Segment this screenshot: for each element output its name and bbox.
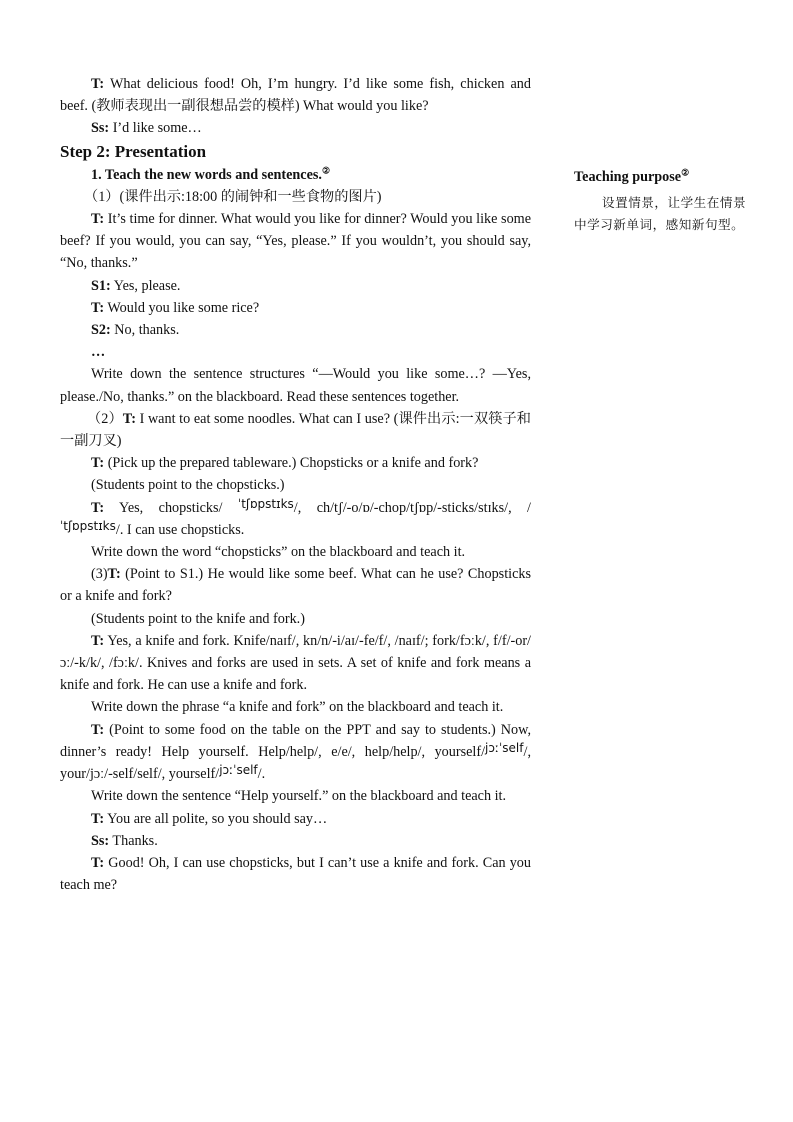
speaker-label: T: (91, 721, 105, 738)
speaker-label: Ss: (91, 120, 110, 137)
instruction-line: （1）(课件出示:18:00 的闹钟和一些食物的图片) (84, 188, 382, 205)
instruction-paragraph: Write down the sentence structures “—Would you like some…? —Yes, please./No, thanks.” on the blackboard. Read these sentences together. (60, 366, 531, 405)
step-heading: Step 2: Presentation (60, 141, 207, 161)
dialogue-line: T: Would you like some rice? (91, 299, 260, 316)
stage-direction: (Students point to the knife and fork.) (91, 610, 305, 627)
speaker-label: T: (91, 810, 105, 827)
speaker-label: T: (91, 632, 105, 649)
phonetic-symbol: jɔːˈself (219, 763, 258, 778)
dialogue-line: (3)T: (Point to S1.) He would like some beef. What can he use? Chopsticks or a knife and fork? (60, 566, 531, 605)
phonetic-symbol: jɔːˈself (485, 740, 524, 755)
dialogue-line: T: (Point to some food on the table on the PPT and say to students.) Now, dinner’s ready! Help yourself. Help/help/, e/e/, help/help/, yourself/$^{jɔːˈself}$/, your/jɔː/-self/self/, yourself/$^{jɔːˈself}$/. (60, 721, 531, 783)
speaker-label: T: (91, 76, 105, 92)
speaker-label: Ss: (91, 832, 110, 849)
speaker-label: T: (91, 211, 105, 228)
phonetic-symbol: ˈtʃɒpstɪks (60, 518, 116, 533)
speaker-label: T: (91, 299, 105, 316)
dialogue-line: Ss: Thanks. (91, 832, 158, 849)
speaker-label: S1: (91, 277, 111, 294)
dialogue-line: T: (Pick up the prepared tableware.) Chopsticks or a knife and fork? (91, 455, 479, 472)
instruction-paragraph: Write down the phrase “a knife and fork” on the blackboard and teach it. (91, 699, 504, 716)
speaker-label: T: (91, 854, 105, 871)
dialogue-line: S2: No, thanks. (91, 322, 180, 339)
lesson-plan-body (60, 73, 531, 896)
speaker-label: T: (107, 566, 121, 583)
speaker-label: S2: (91, 322, 111, 339)
note-title: Teaching purpose② (574, 167, 690, 185)
dialogue-line: T: Yes, a knife and fork. Knife/naɪf/, kn/n/-i/aɪ/-fe/f/, /naɪf/; fork/fɔːk/, f/f/-or/ɔː/-k/k/, /fɔːk/. Knives and forks are used in sets. A set of knife and fork means a knife and fork. He can use a knife and fork. (60, 632, 531, 694)
stage-direction: (Students point to the chopsticks.) (91, 477, 285, 494)
footnote-mark: ② (681, 167, 690, 178)
dialogue-line: T: You are all polite, so you should say… (91, 810, 328, 827)
instruction-paragraph: Write down the sentence “Help yourself.” on the blackboard and teach it. (91, 788, 507, 805)
sub-heading: 1. Teach the new words and sentences.② (91, 164, 331, 183)
ellipsis-line: … (91, 344, 106, 361)
speaker-label: T: (91, 499, 105, 516)
dialogue-line: S1: Yes, please. (91, 277, 181, 294)
note-text: 设置情景，让学生在情景中学习新单词，感知新句型。 (574, 195, 747, 232)
dialogue-line: T: Yes, chopsticks/ $^{ˈtʃɒpstɪks}$/, ch/tʃ/-o/ɒ/-chop/tʃɒp/-sticks/stɪks/, /$^{ˈtʃɒpstɪks}$/. I can use chopsticks. (60, 496, 531, 538)
dialogue-line: T: It’s time for dinner. What would you like for dinner? Would you like some beef? If you would, you can say, “Yes, please.” If you wouldn’t, you should say, “No, thanks.” (60, 211, 531, 272)
dialogue-line: （2）T: I want to eat some noodles. What can I use? (课件出示:一双筷子和一副刀叉) (60, 410, 531, 450)
speaker-label: T: (122, 410, 136, 427)
phonetic-symbol: ˈtʃɒpstɪks (237, 496, 294, 511)
dialogue-line: T: What delicious food! Oh, I’m hungry. I’d like some fish, chicken and beef. (教师表现出一副很想品尝的模样) What would you like? (60, 76, 531, 115)
footnote-mark: ② (321, 164, 331, 175)
instruction-line: Write down the word “chopsticks” on the blackboard and teach it. (91, 544, 466, 561)
speaker-label: T: (91, 455, 105, 472)
teaching-purpose-note (574, 166, 748, 236)
dialogue-line: Ss: I’d like some… (91, 120, 202, 137)
dialogue-line: T: Good! Oh, I can use chopsticks, but I can’t use a knife and fork. Can you teach me? (60, 854, 531, 894)
